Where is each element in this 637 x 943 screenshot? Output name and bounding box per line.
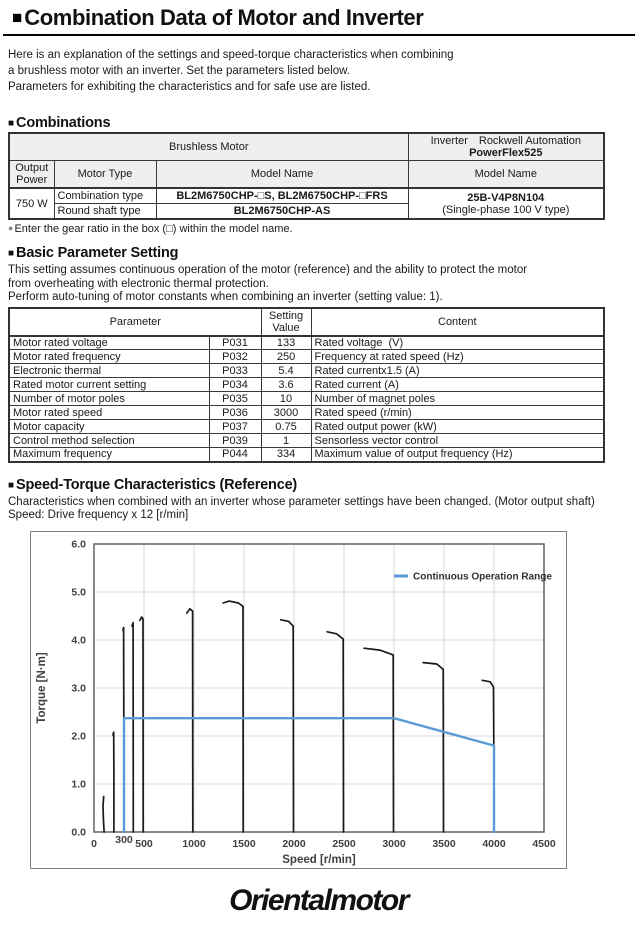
motor-type-header-cell: Motor Type <box>54 161 156 189</box>
parameter-code-cell: P035 <box>209 392 261 406</box>
setting-value-cell: 250 <box>261 350 311 364</box>
content-cell: Rated speed (r/min) <box>311 406 604 420</box>
inverter-model-cell: 25B-V4P8N104 (Single-phase 100 V type) <box>408 188 604 219</box>
model-name-header-cell: Model Name <box>156 161 408 189</box>
parameter-code-cell: P037 <box>209 420 261 434</box>
parameter-name-cell: Maximum frequency <box>9 448 209 462</box>
dot-bullet-icon: ● <box>8 223 14 233</box>
parameter-row <box>9 420 604 434</box>
speed-torque-chart-svg <box>31 532 566 868</box>
model-name-cell: BL2M6750CHP-□S, BL2M6750CHP-□FRS <box>156 188 408 204</box>
continuous-operation-range-line <box>124 718 494 832</box>
torque-pulse-curve <box>482 680 494 744</box>
page-title <box>3 3 635 36</box>
oriental-motor-logo: Orientalmotor <box>229 883 408 917</box>
gear-ratio-note: ●Enter the gear ratio in the box (□) within the model name. <box>8 223 293 235</box>
motor-type-cell: Combination type <box>54 188 156 204</box>
parameter-row <box>9 364 604 378</box>
setting-value-cell: 3000 <box>261 406 311 420</box>
torque-pulse-curve <box>223 601 243 832</box>
intro-paragraph <box>8 47 637 95</box>
y-tick-label: 6.0 <box>71 538 86 550</box>
setting-value-cell: 334 <box>261 448 311 462</box>
page-title-text: Combination Data of Motor and Inverter <box>24 5 424 30</box>
y-tick-label: 3.0 <box>71 682 86 694</box>
content-header-cell: Content <box>311 308 604 336</box>
x-tick-label: 3000 <box>382 837 406 850</box>
x-tick-label: 500 <box>135 837 153 850</box>
x-tick-label: 300 <box>115 833 133 846</box>
setting-value-cell: 10 <box>261 392 311 406</box>
combinations-heading: ■ Combinations <box>8 115 111 131</box>
square-bullet-icon: ■ <box>8 248 15 259</box>
content-cell: Maximum value of output frequency (Hz) <box>311 448 604 462</box>
x-tick-label: 2500 <box>332 837 356 850</box>
content-cell: Sensorless vector control <box>311 434 604 448</box>
y-tick-label: 2.0 <box>71 730 86 742</box>
parameter-code-cell: P031 <box>209 336 261 350</box>
setting-value-cell: 0.75 <box>261 420 311 434</box>
parameter-code-cell: P034 <box>209 378 261 392</box>
torque-pulse-curve <box>103 796 104 832</box>
setting-value-cell: 1 <box>261 434 311 448</box>
intro-line: a brushless motor with an inverter. Set the parameters listed below. <box>8 65 350 77</box>
parameter-row <box>9 392 604 406</box>
parameter-table <box>8 307 605 463</box>
y-tick-label: 5.0 <box>71 586 86 598</box>
square-bullet-icon: ■ <box>8 118 15 129</box>
parameter-row <box>9 378 604 392</box>
model-name-cell: BL2M6750CHP-AS <box>156 204 408 220</box>
parameter-code-cell: P044 <box>209 448 261 462</box>
x-axis-title: Speed [r/min] <box>282 853 356 866</box>
combinations-table <box>8 132 605 220</box>
y-tick-label: 4.0 <box>71 634 86 646</box>
inverter-header-cell: Inverter Rockwell Automation PowerFlex525 <box>408 133 604 161</box>
square-bullet-icon: ■ <box>12 8 23 27</box>
parameter-row <box>9 434 604 448</box>
speed-torque-heading: ■ Speed-Torque Characteristics (Reference) <box>8 476 298 493</box>
parameter-row <box>9 448 604 462</box>
x-tick-label: 2000 <box>282 837 306 850</box>
brushless-motor-header-cell: Brushless Motor <box>9 133 408 161</box>
x-tick-label: 3500 <box>432 837 456 850</box>
output-power-cell: 750 W <box>9 188 54 219</box>
parameter-code-cell: P036 <box>209 406 261 420</box>
content-cell: Rated voltage (V) <box>311 336 604 350</box>
inverter-model-name-header-cell: Model Name <box>408 161 604 189</box>
y-tick-label: 1.0 <box>71 778 86 790</box>
parameter-row <box>9 336 604 350</box>
content-cell: Rated current (A) <box>311 378 604 392</box>
parameter-row <box>9 406 604 420</box>
torque-pulse-curve <box>132 622 133 831</box>
parameter-name-cell: Electronic thermal <box>9 364 209 378</box>
x-tick-label: 4500 <box>532 837 556 850</box>
parameter-code-cell: P032 <box>209 350 261 364</box>
y-tick-label: 0.0 <box>71 826 86 838</box>
torque-pulse-curve <box>113 732 114 832</box>
speed-torque-chart <box>30 531 567 869</box>
square-bullet-icon: ■ <box>8 479 15 491</box>
x-tick-label: 1500 <box>232 837 256 850</box>
output-power-header-cell: Output Power <box>9 161 54 189</box>
parameter-name-cell: Motor rated frequency <box>9 350 209 364</box>
x-tick-label: 1000 <box>182 837 206 850</box>
torque-pulse-curve <box>187 608 193 831</box>
parameter-code-cell: P033 <box>209 364 261 378</box>
setting-value-cell: 3.6 <box>261 378 311 392</box>
setting-value-cell: 133 <box>261 336 311 350</box>
parameter-header-cell: Parameter <box>9 308 261 336</box>
legend-label: Continuous Operation Range <box>413 571 552 582</box>
x-tick-label: 4000 <box>482 837 506 850</box>
parameter-name-cell: Motor rated speed <box>9 406 209 420</box>
intro-line: Here is an explanation of the settings and speed-torque characteristics when combining <box>8 49 454 61</box>
parameter-name-cell: Rated motor current setting <box>9 378 209 392</box>
torque-pulse-curve <box>327 631 343 831</box>
content-cell: Frequency at rated speed (Hz) <box>311 350 604 364</box>
parameter-name-cell: Number of motor poles <box>9 392 209 406</box>
parameter-code-cell: P039 <box>209 434 261 448</box>
parameter-name-cell: Motor rated voltage <box>9 336 209 350</box>
parameter-row <box>9 350 604 364</box>
speed-torque-desc: Characteristics when combined with an inverter whose parameter settings have been changed. (Motor output shaft) Speed: Drive frequency x 12 [r/min] <box>8 495 595 521</box>
intro-line: Parameters for exhibiting the characteristics and for safe use are listed. <box>8 81 371 93</box>
parameter-name-cell: Control method selection <box>9 434 209 448</box>
setting-value-cell: 5.4 <box>261 364 311 378</box>
torque-pulse-curve <box>140 617 143 832</box>
torque-pulse-curve <box>364 648 394 832</box>
motor-type-cell: Round shaft type <box>54 204 156 220</box>
parameter-name-cell: Motor capacity <box>9 420 209 434</box>
y-axis-title: Torque [N·m] <box>36 651 48 724</box>
basic-parameter-heading: ■ Basic Parameter Setting <box>8 245 179 261</box>
setting-value-header-cell: Setting Value <box>261 308 311 336</box>
content-cell: Rated currentx1.5 (A) <box>311 364 604 378</box>
basic-parameter-desc: This setting assumes continuous operation of the motor (reference) and the ability to protect the motor from overheating with electronic thermal protection. Perform auto-tuning of motor constants when combining an inverter (setting value: 1). <box>8 264 528 303</box>
x-tick-label: 0 <box>91 837 97 850</box>
content-cell: Rated output power (kW) <box>311 420 604 434</box>
content-cell: Number of magnet poles <box>311 392 604 406</box>
torque-pulse-curve <box>281 619 294 831</box>
